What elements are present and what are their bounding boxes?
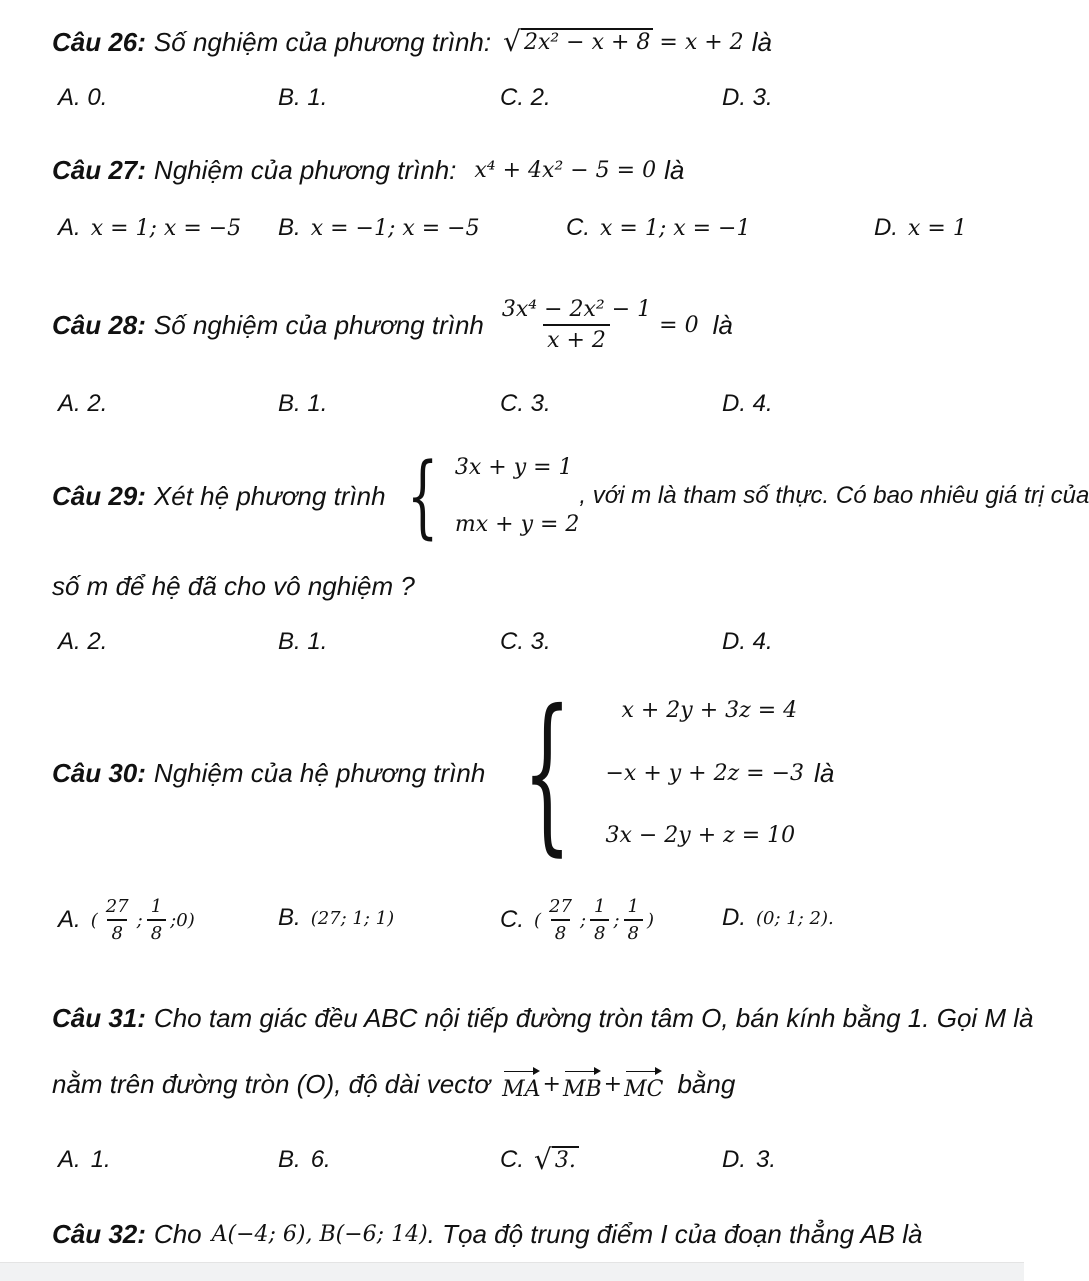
option-d: D. 4. [722, 390, 773, 417]
question-label: Câu 26: [52, 26, 146, 57]
question-29-continued: số m để hệ đã cho vô nghiệm ? [52, 570, 415, 601]
option-d: D. 3. [722, 1146, 777, 1173]
option-c: C. 3. [500, 390, 551, 417]
question-text: Cho tam giác đều ABC nội tiếp đường tròn tâm O, bán kính bằng 1. Gọi M là [153, 1002, 1034, 1033]
question-31-continued: nằm trên đường tròn (O), độ dài vectơ MA + MB + MC bằng [52, 1068, 736, 1102]
question-label: Câu 29: [52, 480, 146, 511]
option-b: B. 1. [278, 84, 328, 111]
option-c: C. √ 3. [500, 1146, 579, 1174]
option-d: D. (0; 1; 2). [722, 904, 834, 931]
question-text: Cho [153, 1218, 202, 1249]
option-b: B. 1. [278, 628, 328, 655]
option-c: C. ( $\frac{27}{8}$ ; $\frac{1}{8}$ ; $\frac{1}{8}$ ) [500, 896, 655, 944]
option-a: A. 1. [58, 1146, 111, 1173]
brace: { [406, 443, 438, 549]
question-text: Xét hệ phương trình [153, 480, 386, 511]
question-29: Câu 29: Xét hệ phương trình { 3x + y = 1 mx + y = 2 , với m là tham số thực. Có bao nhiêu giá trị của [52, 443, 1089, 549]
question-label: Câu 28: [52, 309, 146, 340]
question-label: Câu 31: [52, 1002, 146, 1033]
option-a: A. 0. [58, 84, 108, 111]
sqrt-expression: √ 3. [534, 1146, 579, 1174]
equation-system: { 3x + y = 1 mx + y = 2 [406, 443, 580, 549]
question-28: Câu 28: Số nghiệm của phương trình $\frac{\text{3x⁴ − 2x² − 1}}{x + 2}$ = 0 là [52, 297, 733, 353]
question-label: Câu 27: [52, 154, 146, 185]
option-b: B. (27; 1; 1) [278, 904, 395, 931]
question-26: Câu 26: Số nghiệm của phương trình: √ 2x² − x + 8 = x + 2 là [52, 25, 772, 58]
option-a: A. ( $\frac{27}{8}$ ; $\frac{1}{8}$ ; 0 ) [58, 896, 195, 944]
points: A(−4; 6), B(−6; 14) [211, 1221, 428, 1247]
option-a: A. 2. [58, 628, 108, 655]
option-d: D. 4. [722, 628, 773, 655]
sqrt-expression: √ 2x² − x + 8 [503, 28, 653, 56]
question-text: Số nghiệm của phương trình [153, 309, 484, 340]
vector-sum: MA + MB + MC [500, 1067, 665, 1102]
question-32: Câu 32: Cho A(−4; 6), B(−6; 14) . Tọa độ trung điểm I của đoạn thẳng AB là [52, 1218, 923, 1249]
option-b: B. 6. [278, 1146, 331, 1173]
option-b: B. 1. [278, 390, 328, 417]
option-a: A. x = 1; x = −5 [58, 214, 242, 241]
question-27: Câu 27: Nghiệm của phương trình: x⁴ + 4x² − 5 = 0 là [52, 154, 685, 185]
question-label: Câu 32: [52, 1218, 146, 1249]
fraction: $\frac{\text{3x⁴ − 2x² − 1}}{x + 2}$ [501, 297, 652, 353]
question-30: Câu 30: Nghiệm của hệ phương trình { x + 2y + 3z = 4 −x + y + 2z = −3 3x − 2y + z = 10 là [52, 674, 835, 872]
option-d: D. 3. [722, 84, 773, 111]
question-text: Số nghiệm của phương trình: [153, 26, 492, 57]
equation-system: { x + 2y + 3z = 4 −x + y + 2z = −3 3x − 2y + z = 10 [523, 674, 805, 872]
option-c: C. 2. [500, 84, 551, 111]
option-a: A. 2. [58, 390, 108, 417]
option-d: D. x = 1 [874, 214, 967, 241]
option-b: B. x = −1; x = −5 [278, 214, 480, 241]
option-c: C. x = 1; x = −1 [566, 214, 751, 241]
question-text: Nghiệm của phương trình: [153, 154, 457, 185]
option-c: C. 3. [500, 628, 551, 655]
equation: $\frac{\text{3x⁴ − 2x² − 1}}{x + 2}$ = 0 [494, 297, 699, 353]
question-label: Câu 30: [52, 757, 146, 788]
equation: x⁴ + 4x² − 5 = 0 [474, 157, 657, 183]
equation: √ 2x² − x + 8 = x + 2 [503, 25, 744, 58]
question-text: Nghiệm của hệ phương trình [153, 757, 486, 788]
bottom-bar [0, 1262, 1024, 1281]
brace: { [523, 674, 572, 872]
question-31 [52, 996, 1034, 1040]
